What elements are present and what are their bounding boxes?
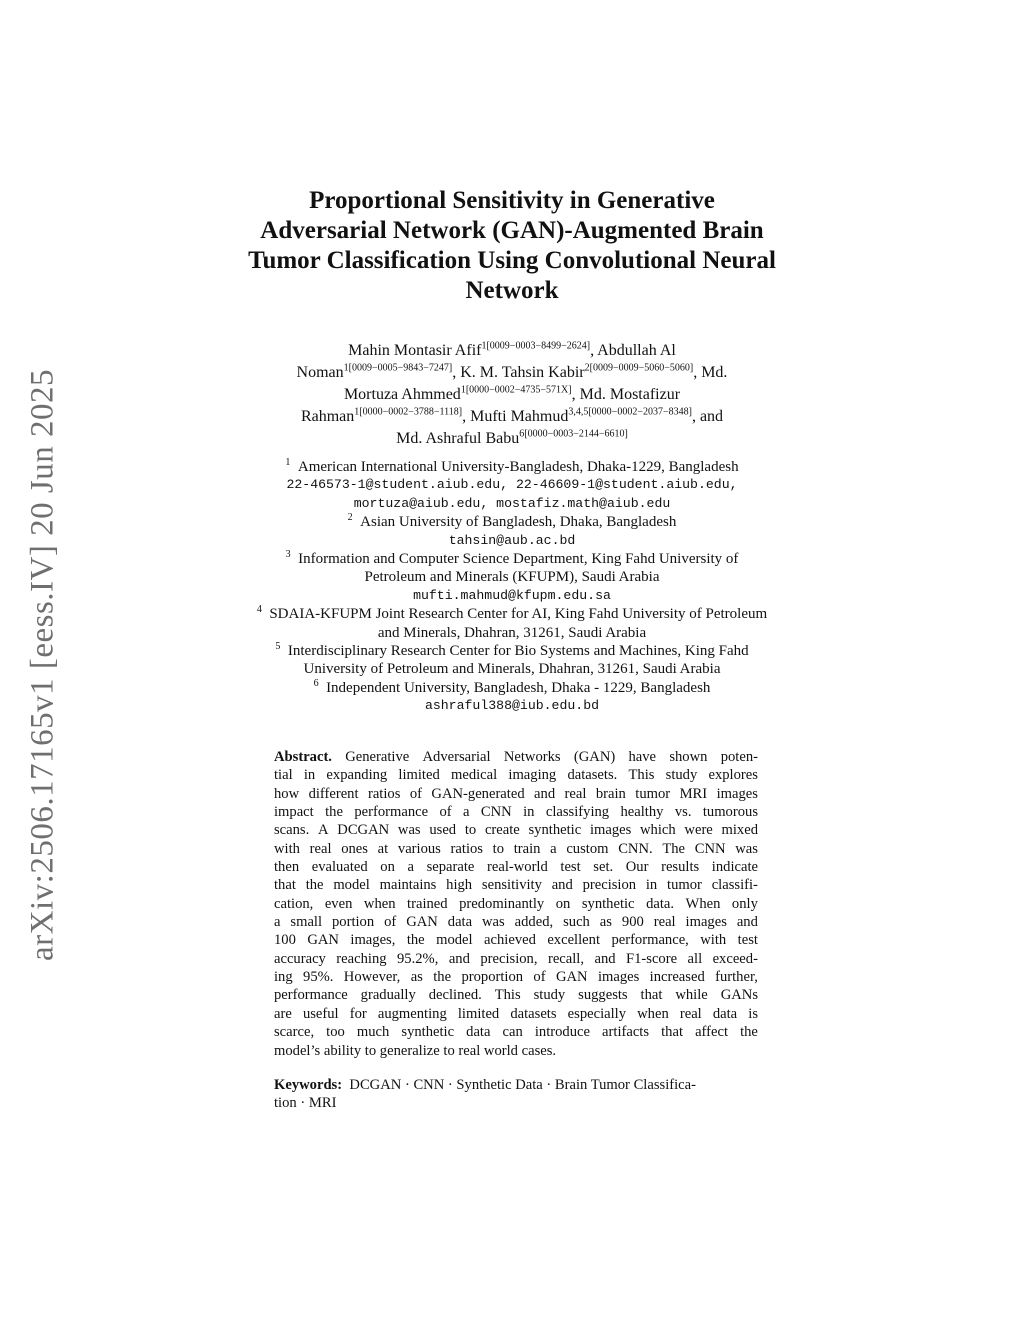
abstract-word: CNN [694,840,726,857]
abstract-word: real [564,785,587,802]
abstract-word: reaching [336,950,387,967]
abstract-word: various [397,840,441,857]
keywords-heading: Keywords: [274,1077,343,1093]
abstract-word: DCGAN [337,822,390,839]
abstract-word: tial [274,767,293,784]
abstract-word: a [407,859,414,876]
abstract-word: 95.2%, [397,950,439,967]
abstract-line [274,821,758,839]
abstract-word: on [380,859,395,876]
affiliation-email: ashraful388@iub.edu.bd [424,698,600,714]
abstract-word: imaging [508,767,557,784]
author-name: , K. M. Tahsin Kabir [452,364,585,381]
abstract-word: precision [582,877,637,894]
abstract-word: have [628,749,657,765]
abstract-word: of [439,804,452,821]
abstract-word: artifacts [602,1024,650,1041]
abstract-word: results [661,859,700,876]
abstract-word: (GAN) [573,749,616,765]
author-orcid: 1[0009−0005−9843−7247] [343,362,453,374]
abstract-word: medical [450,767,498,784]
abstract-word: tumor [667,877,702,894]
abstract-word: trained [407,895,448,912]
abstract-word: GAN-generated [431,785,525,802]
abstract-word: of [533,969,546,986]
affiliation-number: 3 [285,549,291,561]
abstract-line [274,766,758,784]
author-name: Md. Ashraful Babu [396,430,520,447]
abstract-word: images, [350,932,396,949]
abstract-word: proportion [461,969,524,986]
abstract-line [274,785,758,803]
affiliation-text: SDAIA-KFUPM Joint Research Center for AI, King Fahd University of Petroleum [269,606,768,623]
author-orcid: 1[0000−0002−4735−571X] [460,384,572,396]
abstract-word: real [309,840,332,857]
abstract-word: only [731,895,758,912]
affiliation-text: Interdisciplinary Research Center for Bio Systems and Machines, King Fahd [287,643,749,660]
affiliation-email: mufti.mahmud@kfupm.edu.sa [413,587,611,603]
affiliation-line [200,513,824,531]
abstract-word: test [560,859,581,876]
abstract-word: to [492,840,505,857]
abstract-word: a [274,914,281,931]
affiliation-text: Petroleum and Minerals (KFUPM), Saudi Arabia [364,569,660,586]
author-line [210,362,814,384]
abstract-word: images [685,914,727,931]
abstract-word: was [397,822,421,839]
abstract-word: maintains [379,877,437,894]
abstract-word: added, [514,914,554,931]
abstract-word: in [645,877,658,894]
arxiv-sidebar [18,365,68,965]
abstract-word: such [563,914,590,931]
abstract-word: of [384,914,397,931]
abstract-word: GAN [555,969,588,986]
author-orcid: 6[0000−0003−2144−6610] [519,428,628,440]
abstract-word: accuracy [274,950,326,967]
abstract-word: images [716,785,758,802]
abstract-word: When [685,895,721,912]
author-orcid: 1[0009−0003−8499−2624] [481,340,591,352]
abstract-word: data. [646,895,675,912]
abstract-word: data [466,1024,491,1041]
abstract-word: performance [274,987,348,1004]
abstract-word: suggests [578,987,628,1004]
title-line: Tumor Classification Using Convolutional Neural [248,247,776,274]
abstract-line [274,950,758,968]
abstract-word: images [589,822,632,839]
abstract-word: images [597,969,640,986]
author-line [210,384,814,406]
author-orcid: 3,4,5[0000−0002−2037−8348] [568,406,692,418]
abstract-word: tumor [635,785,671,802]
abstract-word: exceed- [712,950,758,967]
author-separator: , Md. [693,364,728,381]
abstract-word: with [700,932,727,949]
abstract-word: mixed [721,822,758,839]
abstract-word: custom [566,840,609,857]
author-name: Rahman [300,408,355,425]
abstract-word: 900 [621,914,644,931]
abstract-word: too [326,1024,345,1041]
author-line [210,340,814,362]
abstract-word: ones [341,840,368,857]
abstract-word: much [356,1024,390,1041]
abstract-word: further, [715,969,758,986]
abstract-word: synthetic [581,895,635,912]
abstract-word: tumorous [702,804,758,821]
abstract-word: small [290,914,323,931]
abstract-word: data [447,914,473,931]
abstract-line [274,968,758,986]
affiliation-text: University of Petroleum and Minerals, Dhahran, 31261, Saudi Arabia [303,661,721,678]
affiliation-number: 6 [313,677,319,689]
affiliation-number: 5 [275,641,281,653]
abstract-word: However, [343,969,401,986]
abstract-word: while [675,987,708,1004]
abstract-line [274,876,758,894]
abstract-word: performance, [611,932,689,949]
abstract-word: This [628,767,655,784]
abstract-word: predominantly [459,895,545,912]
abstract-word: used [429,822,457,839]
arxiv-identifier: arXiv:2506.17165v1 [eess.IV] 20 Jun 2025 [24,369,61,961]
author-line [210,428,814,450]
abstract-word: Adversarial [422,749,491,765]
abstract-word: excellent [547,932,600,949]
abstract-word: the [325,804,343,821]
abstract-word: datasets. [567,767,618,784]
abstract-word: ratios [367,785,401,802]
abstract-line [274,748,758,766]
abstract-word: datasets [510,1005,557,1022]
abstract-word: and [594,950,616,967]
author-list [210,340,814,450]
abstract-line [274,803,758,821]
abstract-word: This [494,987,521,1004]
abstract-word: Networks [503,749,561,765]
abstract [274,748,758,1060]
title-line: Adversarial Network (GAN)-Augmented Brain [260,217,764,244]
abstract-word: Our [625,859,649,876]
abstract-word: ratios [450,840,483,857]
abstract-word: even [324,895,353,912]
abstract-word: especially [567,1005,627,1022]
abstract-line [274,858,758,876]
affiliation-text: Independent University, Bangladesh, Dhaka - 1229, Bangladesh [326,679,711,696]
affiliation-number: 2 [347,512,353,524]
abstract-word: introduce [534,1024,590,1041]
author-orcid: 2[0009−0009−5060−5060] [584,362,694,374]
paper-title [200,186,824,306]
abstract-word: study [665,767,698,784]
abstract-line [274,986,758,1004]
abstract-word: of [409,785,422,802]
abstract-word: 95%. [303,969,334,986]
abstract-line [274,1023,758,1041]
affiliation-line [200,458,824,476]
author-orcid: 1[0000−0002−3788−1118] [354,406,463,418]
abstract-line [274,931,758,949]
abstract-word: 100 [274,932,296,949]
abstract-word: then [274,859,300,876]
abstract-word: real [653,914,676,931]
abstract-word: GAN [406,914,438,931]
abstract-word: different [308,785,359,802]
abstract-word: expanding [326,767,388,784]
abstract-word: classifying [545,804,610,821]
abstract-word: GAN [307,932,339,949]
abstract-word: and [534,785,556,802]
abstract-word: create [484,822,520,839]
abstract-word: are [274,1005,292,1022]
title-line: Proportional Sensitivity in Generative [309,187,715,214]
abstract-word: was [735,840,758,857]
abstract-word: synthetic [401,1024,455,1041]
abstract-word: useful [302,1005,339,1022]
abstract-word: train [513,840,541,857]
abstract-word: in [303,767,316,784]
author-separator: , Md. Mostafizur [571,386,681,403]
title-line: Network [465,277,559,304]
affiliation-text: Asian University of Bangladesh, Dhaka, Bangladesh [360,514,677,531]
abstract-word: real [679,1005,702,1022]
affiliation-email: 22-46573-1@student.aiub.edu, 22-46609-1@student.aiub.edu, [286,477,738,493]
abstract-word: indicate [711,859,758,876]
abstract-word: is [748,1005,758,1022]
abstract-word: on [555,895,571,912]
abstract-word: recall, [547,950,585,967]
abstract-word: increased [649,969,705,986]
abstract-word: performance [354,804,429,821]
abstract-word: for [349,1005,367,1022]
abstract-line [274,1005,758,1023]
abstract-word: F1-score [626,950,678,967]
abstract-word: declined. [428,987,482,1004]
abstract-word: shown [669,749,708,765]
abstract-word: when [363,895,396,912]
affiliation-text: American International University-Bangladesh, Dhaka-1229, Bangladesh [297,459,739,475]
affiliation-text: Information and Computer Science Department, King Fahd University of [298,551,739,568]
abstract-word: healthy [620,804,664,821]
abstract-word: at [377,840,389,857]
abstract-word: ing [274,969,293,986]
abstract-word: gradually [360,987,416,1004]
abstract-word: the [406,932,425,949]
abstract-word: scans. [274,822,310,839]
abstract-word: scarce, [274,1024,315,1041]
author-name: Mahin Montasir Afif [348,342,482,359]
abstract-word: The [662,840,686,857]
abstract-word: portion [331,914,375,931]
abstract-word: evaluated [311,859,368,876]
author-separator: , Abdullah Al [590,342,676,359]
abstract-word: vs. [674,804,692,821]
affiliation-line [200,550,824,568]
abstract-word: set. [593,859,614,876]
abstract-word: and [736,914,758,931]
abstract-word: to [464,822,477,839]
abstract-word: were [684,822,713,839]
abstract-word: which [640,822,676,839]
abstract-word: the [433,969,452,986]
abstract-word: MRI [679,785,708,802]
abstract-word: explores [708,767,758,784]
abstract-word: A [318,822,329,839]
abstract-word: that [274,877,296,894]
author-separator: , and [691,408,724,425]
abstract-word: affect [695,1024,729,1041]
abstract-word: classifi- [711,877,758,894]
abstract-word: Generative [345,749,410,765]
abstract-line [274,840,758,858]
abstract-word: the [740,1024,758,1041]
abstract-word: a [463,804,470,821]
abstract-word: CNN [480,804,512,821]
affiliation-text: and Minerals, Dhahran, 31261, Saudi Arabia [377,624,647,641]
abstract-word: impact [274,804,314,821]
abstract-word: model [333,877,370,894]
keywords-line [274,1076,758,1094]
abstract-word: achieved [484,932,536,949]
abstract-word: how [274,785,300,802]
abstract-word: and [551,877,573,894]
abstract-heading: Abstract. [274,749,332,765]
keywords-text: DCGAN · CNN · Synthetic Data · Brain Tumor Classifica- [349,1077,696,1093]
abstract-word: real-world [487,859,548,876]
affiliations [200,458,824,716]
abstract-word: as [599,914,612,931]
abstract-word: a [550,840,557,857]
abstract-word: poten- [720,749,758,765]
abstract-word: CNN. [618,840,653,857]
affiliation-line [200,679,824,697]
abstract-word: limited [398,767,440,784]
affiliation-email: mortuza@aiub.edu, mostafiz.math@aiub.edu [353,495,671,511]
abstract-word: that [661,1024,683,1041]
author-name: , Mufti Mahmud [462,408,569,425]
keywords [274,1076,758,1113]
abstract-word: the [305,877,324,894]
abstract-word: model [436,932,473,949]
abstract-word: in [523,804,535,821]
affiliation-number: 1 [285,457,291,468]
abstract-word: separate [426,859,475,876]
abstract-word: with [274,840,300,857]
abstract-word: as [410,969,423,986]
abstract-word: cation, [274,895,314,912]
abstract-word: and [448,950,470,967]
affiliation-number: 4 [256,604,262,616]
abstract-text: model’s ability to generalize to real world cases. [274,1042,557,1059]
abstract-line [274,895,758,913]
abstract-word: augmenting [377,1005,447,1022]
abstract-word: synthetic [528,822,582,839]
abstract-line [274,913,758,931]
abstract-word: when [637,1005,669,1022]
affiliation-line [200,605,824,623]
abstract-word: high [446,877,473,894]
abstract-word: test [737,932,758,949]
abstract-word: can [502,1024,523,1041]
abstract-word: that [640,987,663,1004]
abstract-line [274,1042,758,1060]
abstract-word: precision, [480,950,538,967]
author-name: Noman [296,364,344,381]
abstract-word: GANs [720,987,758,1004]
abstract-word: all [687,950,703,967]
abstract-word: study [533,987,566,1004]
keywords-text: tion · MRI [274,1095,337,1112]
author-name: Mortuza Ahmmed [343,386,461,403]
affiliation-line [200,642,824,660]
author-line [210,406,814,428]
abstract-word: limited [457,1005,500,1022]
affiliation-email: tahsin@aub.ac.bd [448,532,576,548]
abstract-word: data [712,1005,738,1022]
abstract-word: brain [595,785,626,802]
abstract-word: was [482,914,505,931]
abstract-word: sensitivity [481,877,542,894]
